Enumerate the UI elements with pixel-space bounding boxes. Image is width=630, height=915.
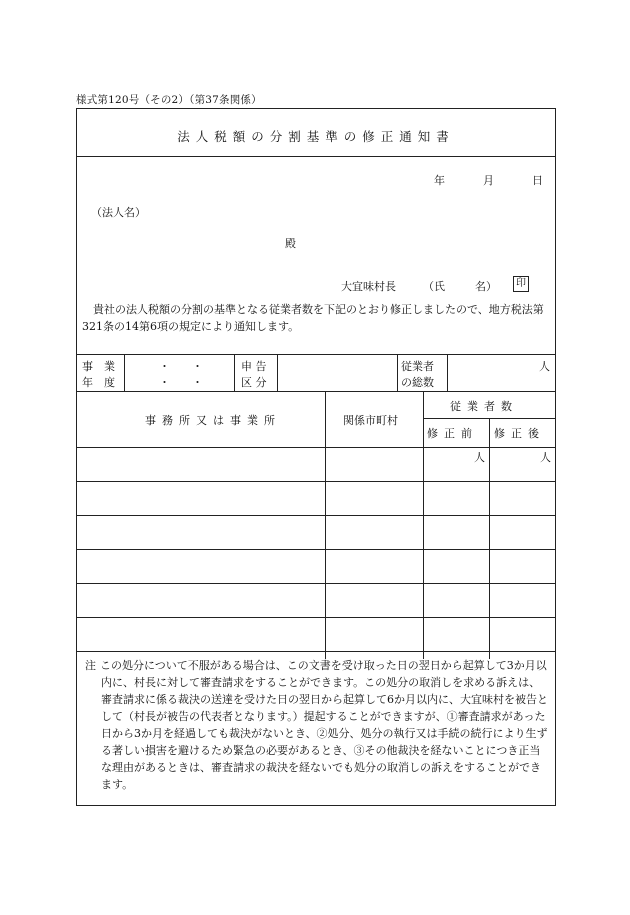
- total-employees-label-2: の総数: [401, 376, 434, 389]
- issuer-name-open: （氏: [423, 280, 445, 293]
- filing-type-label-2: 区 分: [241, 376, 267, 389]
- note-prefix: 注: [85, 659, 96, 672]
- fiscal-year-dots-1: ・ ・: [159, 360, 203, 373]
- title-divider: [77, 156, 555, 157]
- total-employees-unit: 人: [539, 360, 550, 373]
- info-row-bottom: [77, 391, 555, 392]
- city-column-divider: [325, 391, 326, 659]
- total-employees-label-1: 従業者: [401, 360, 434, 373]
- fiscal-year-dots-2: ・ ・: [159, 376, 203, 389]
- form-title: 法人税額の分割基準の修正通知書: [177, 129, 455, 144]
- corporation-name-label: （法人名）: [91, 206, 146, 219]
- table-row: [77, 583, 555, 584]
- note-text: この処分について不服がある場合は、この文書を受け取った日の翌日から起算して3か月以内に、村長に対して審査請求をすることができます。この処分の取消しを求める訴えは、審査請求に係る裁決の送達を受けた日の翌日から起算して6か月以内に、大宜味村を被告として（村長が被告の代表者となります。）提起することができますが、①審査請求があった日から3か月を経過しても裁決がないとき、②処分、処分の執行又は手続の続行により生ずる著しい損害を避けるため緊急の必要があるとき、③その他裁決を経ないことにつき正当な理由があるときは、審査請求の裁決を経ないでも処分の取消しの訴えをすることができます。: [100, 659, 548, 791]
- after-unit: 人: [540, 451, 551, 464]
- notice-form: [76, 108, 556, 806]
- honorific: 殿: [285, 237, 296, 250]
- fiscal-year-label-2: 年 度: [82, 376, 115, 389]
- column-employees: 従業者数: [450, 400, 518, 413]
- issuer-name-close: 名）: [475, 280, 497, 293]
- column-before: 修正前: [427, 427, 478, 440]
- notice-body: 貴社の法人税額の分割の基準となる従業者数を下記のとおり修正しましたので、地方税法第321条の14第6項の規定により通知します。: [82, 303, 544, 333]
- column-city: 関係市町村: [343, 414, 398, 427]
- fiscal-year-label-1: 事 業: [82, 360, 115, 373]
- after-column-divider: [489, 418, 490, 659]
- before-column-divider: [423, 391, 424, 659]
- table-header-bottom: [77, 447, 555, 448]
- date-day: 日: [532, 174, 543, 187]
- date-year: 年: [434, 174, 445, 187]
- appeal-note: [81, 657, 549, 793]
- table-bottom: [77, 651, 555, 652]
- table-row: [77, 515, 555, 516]
- table-row: [77, 617, 555, 618]
- column-after: 修正後: [494, 427, 545, 440]
- filing-type-label-1: 申 告: [241, 360, 267, 373]
- table-row: [77, 481, 555, 482]
- form-number: 様式第120号（その2）（第37条関係）: [76, 94, 262, 106]
- seal-mark: 印: [509, 276, 529, 292]
- info-row-top: [77, 354, 555, 355]
- column-office: 事務所又は事業所: [145, 414, 281, 427]
- date-month: 月: [483, 174, 494, 187]
- before-unit: 人: [474, 451, 485, 464]
- table-row: [77, 549, 555, 550]
- issuer-title: 大宜味村長: [341, 280, 396, 293]
